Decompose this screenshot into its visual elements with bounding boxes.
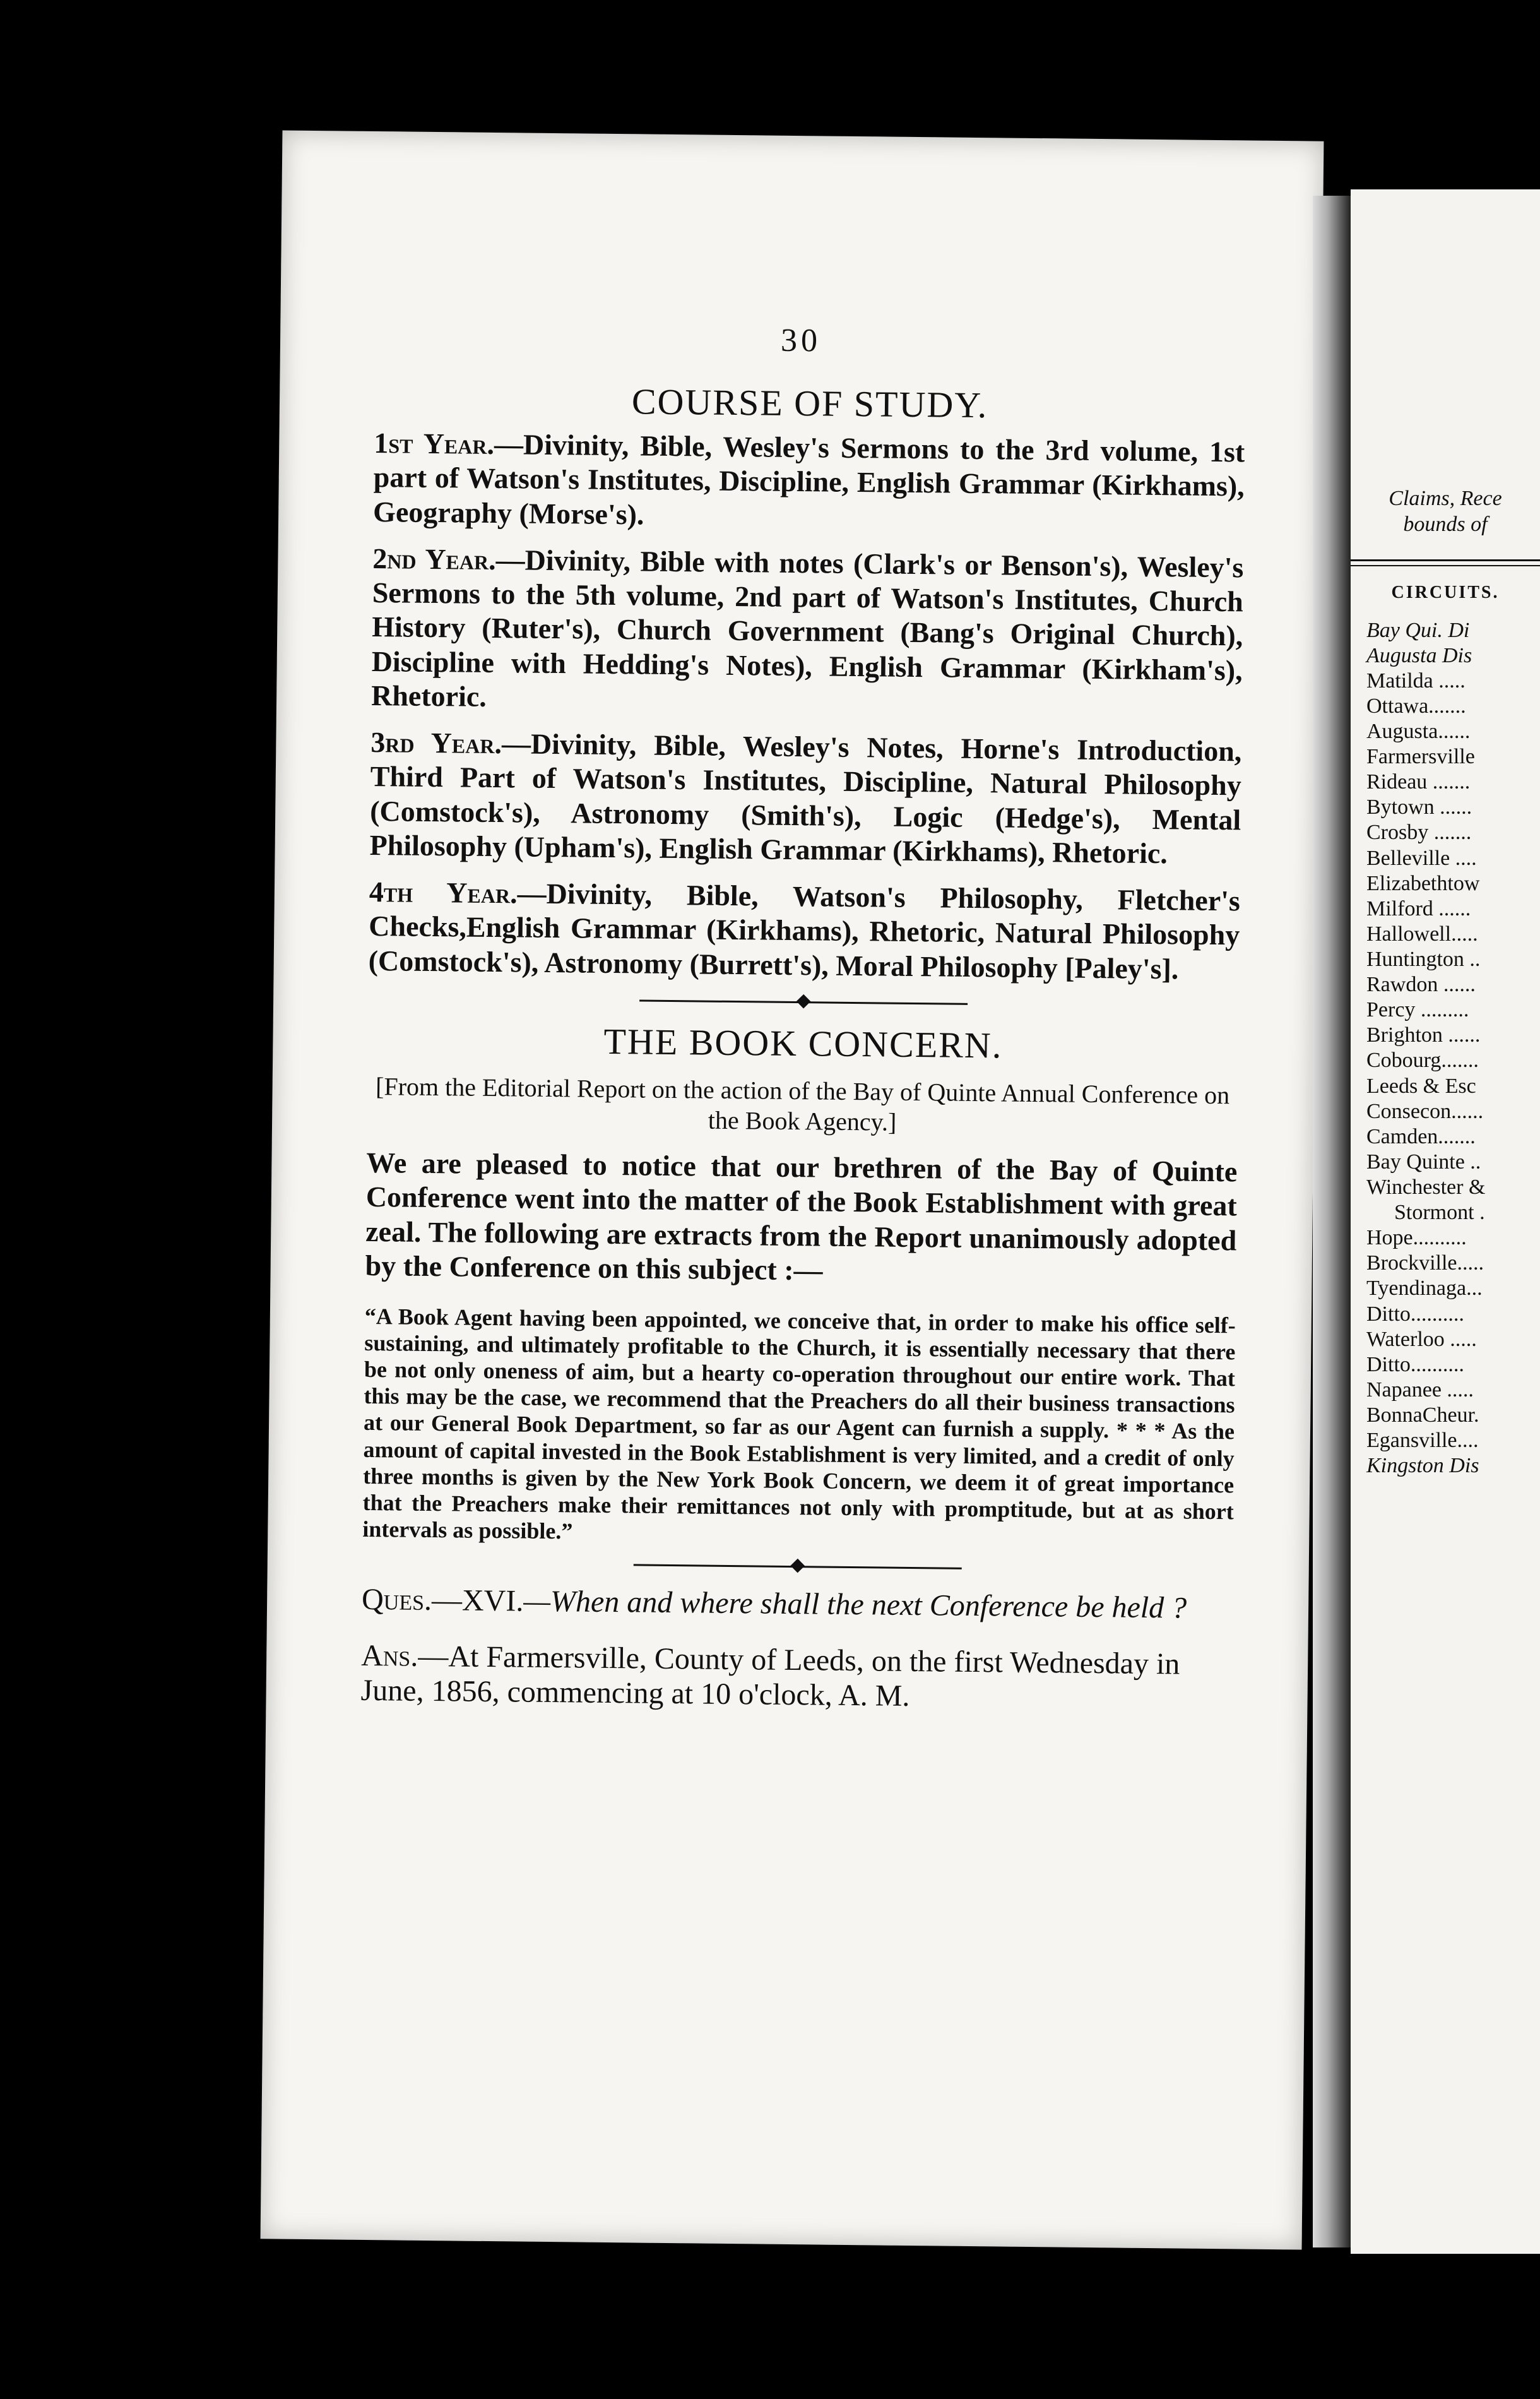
circuit-item: Consecon...... (1366, 1099, 1484, 1123)
year-4-lead: 4th Year. (369, 876, 518, 910)
circuit-item: BonnaCheur. (1366, 1403, 1479, 1427)
circuit-item: Percy ......... (1366, 998, 1469, 1022)
right-page-rule (1351, 559, 1540, 566)
circuit-item: Milford ...... (1366, 896, 1471, 920)
question-xvi (362, 1582, 1233, 1626)
year-4-text: —Divinity, Bible, Watson's Philosophy, Fletcher's Checks,English Grammar (Kirkhams), Rhetoric, Natural Philosophy (Comstock's), Astronomy (Burrett's), Moral Philosophy [Paley's]. (368, 877, 1241, 985)
circuit-item: Waterloo ..... (1366, 1327, 1477, 1351)
year-3-paragraph (369, 725, 1241, 872)
circuit-item: Crosby ....... (1366, 821, 1472, 845)
circuit-item: Kingston Dis (1366, 1454, 1479, 1478)
circuit-item: Bay Quinte .. (1366, 1150, 1481, 1174)
circuit-item: Bay Qui. Di (1366, 618, 1470, 642)
circuit-item: Egansville.... (1366, 1429, 1479, 1453)
circuit-item: Leeds & Esc (1366, 1074, 1476, 1098)
year-1-text: —Divinity, Bible, Wesley's Sermons to the 3rd volume, 1st part of Watson's Institutes, Discipline, English Grammar (Kirkhams), Geography (Morse's). (372, 427, 1245, 531)
circuit-item: Elizabethtow (1366, 871, 1480, 895)
year-2-lead: 2nd Year. (372, 542, 496, 576)
circuit-item: Belleville .... (1366, 846, 1477, 870)
circuit-item: Tyendinaga... (1366, 1277, 1483, 1301)
circuit-item: Hope.......... (1366, 1226, 1467, 1250)
year-2-text: —Divinity, Bible with notes (Clark's or Benson's), Wesley's Sermons to the 5th volume, 2nd part of Watson's Institutes, Church History (Ruter's), Church Government (Bang's Original Church), Discipline with Hedding's Notes), English Grammar (Kirkham's), Rhetoric. (370, 543, 1244, 713)
book-concern-body: We are pleased to notice that our brethren of the Bay of Quinte Conference went into the matter of the Book Establishment with great zeal. The following are extracts from the Report unanimously adopted by the Conference on this subject :— (365, 1146, 1238, 1287)
answer-text: —At Farmersville, County of Leeds, on the first Wednesday in June, 1856, commencing at 10 o'clock, A. M. (360, 1639, 1180, 1713)
course-of-study-title: COURSE OF STUDY. (631, 381, 988, 426)
circuit-item: Hallowell..... (1366, 922, 1478, 946)
circuit-item: Brockville..... (1366, 1251, 1484, 1275)
circuit-list (1351, 618, 1540, 1479)
answer (360, 1638, 1232, 1717)
section-divider (639, 999, 968, 1004)
circuits-header: CIRCUITS. (1391, 582, 1500, 602)
year-1-paragraph (373, 426, 1245, 538)
year-3-text: —Divinity, Bible, Wesley's Notes, Horne's Introduction, Third Part of Watson's Institutes, Discipline, Natural Philosophy (Comstock's), Astronomy (Smith's), Logic (Hedge's), Mental Philosophy (Upham's), English Grammar (Kirkhams), Rhetoric. (369, 727, 1242, 870)
circuit-item: Matilda ..... (1366, 669, 1466, 693)
circuit-item: Cobourg....... (1366, 1049, 1479, 1073)
circuit-item: Huntington .. (1366, 948, 1481, 972)
page-content (360, 378, 1245, 1717)
right-heading-line-2: bounds of (1403, 512, 1488, 536)
editorial-note: [From the Editorial Report on the action of the Bay of Quinte Annual Conference on the Book Agency.] (375, 1072, 1230, 1136)
right-heading-line-1: Claims, Rece (1389, 487, 1502, 510)
page-number: 30 (780, 322, 822, 359)
left-page (261, 130, 1324, 2249)
question-text: —When and where shall the next Conference be held ? (523, 1584, 1187, 1625)
year-1-lead: 1st Year. (374, 426, 495, 460)
circuit-item: Ditto.......... (1366, 1302, 1464, 1326)
circuit-item: Ottawa....... (1366, 694, 1466, 718)
answer-lead: Ans. (360, 1638, 418, 1673)
year-3-lead: 3rd Year. (370, 726, 502, 760)
book-gutter (1313, 196, 1351, 2247)
circuit-item: Rideau ....... (1366, 770, 1471, 794)
section-divider-2 (634, 1564, 962, 1569)
question-lead: Ques.—XVI. (361, 1582, 524, 1618)
circuit-item: Farmersville (1366, 745, 1475, 769)
circuit-item: Augusta...... (1366, 720, 1471, 744)
right-page (1351, 189, 1540, 2254)
circuit-item: Camden....... (1366, 1124, 1476, 1148)
circuit-item: Brighton ...... (1366, 1023, 1481, 1047)
circuit-item: Augusta Dis (1366, 643, 1472, 667)
circuit-item: Rawdon ...... (1366, 973, 1476, 997)
year-4-paragraph (368, 875, 1240, 987)
circuit-item: Ditto.......... (1366, 1352, 1464, 1376)
report-quote: “A Book Agent having been appointed, we conceive that, in order to make his office self-sustaining, and ultimately profitable to the Church, it is essentially necessary that there be not only oneness of aim, but a hearty co-operation throughout our entire work. That this may be the case, we recommend that the Preachers do all their business transactions at our General Book Department, so far as our Agent can furnish a supply. * * * As the amount of capital invested in the Book Establishment is very limited, and a credit of only three months is given by the New York Book Concern, we deem it of great importance that the Preachers make their remittances not only with promptitude, but at as short intervals as possible.” (362, 1303, 1236, 1544)
book-concern-title: THE BOOK CONCERN. (603, 1020, 1003, 1066)
right-page-heading (1351, 486, 1540, 538)
circuit-item: Winchester & (1366, 1176, 1486, 1199)
year-2-paragraph (371, 542, 1244, 722)
circuit-item: Napanee ..... (1366, 1378, 1474, 1402)
circuit-item: Bytown ...... (1366, 795, 1472, 819)
circuit-item: Stormont . (1394, 1201, 1485, 1225)
